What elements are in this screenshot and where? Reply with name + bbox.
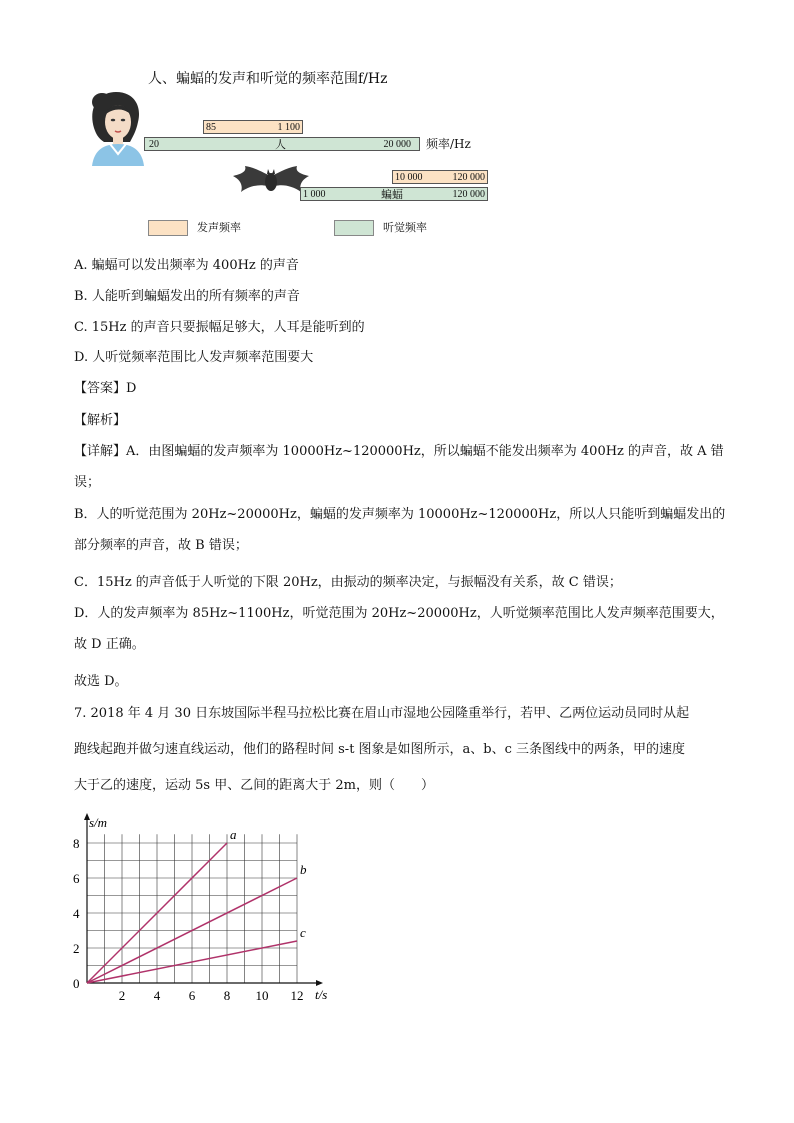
x-tick-label: 2 <box>118 988 126 1003</box>
detail-a-line-1: 【详解】A．由图蝙蝠的发声频率为 10000Hz~120000Hz，所以蝙蝠不能发出频率为 400Hz 的声音，故 A 错 <box>74 444 724 459</box>
x-axis-label: t/s <box>315 987 328 1002</box>
answer-line: 【答案】D <box>74 381 137 396</box>
woman-illustration-icon <box>88 88 144 166</box>
x-tick-label: 8 <box>223 988 231 1003</box>
y-tick-label: 4 <box>73 906 80 921</box>
human-sound-bar <box>203 120 303 134</box>
x-tick-label: 12 <box>290 988 304 1003</box>
bat-sound-low: 10 000 <box>395 172 423 183</box>
legend-sound-swatch <box>148 220 188 236</box>
detail-d-line-2: 故 D 正确。 <box>74 637 145 652</box>
human-hearing-bar <box>144 137 420 151</box>
question7-line-1: 7. 2018 年 4 月 30 日东坡国际半程马拉松比赛在眉山市湿地公园隆重举行，若甲、乙两位运动员同时从起 <box>74 706 690 721</box>
bat-illustration-icon <box>231 164 311 200</box>
detail-b-line-2: 部分频率的声音，故 B 错误； <box>74 538 248 553</box>
y-axis-label: s/m <box>89 815 108 830</box>
analysis-title: 【解析】 <box>74 413 127 428</box>
human-hearing-low: 20 <box>149 139 159 150</box>
human-hearing-high: 20 000 <box>383 139 411 150</box>
series-label-a: a <box>230 827 237 842</box>
detail-d-line-1: D．人的发声频率为 85Hz~1100Hz，听觉范围为 20Hz~20000Hz，人听觉频率范围比人发声频率范围要大， <box>74 606 724 621</box>
detail-b-line-1: B．人的听觉范围为 20Hz~20000Hz，蝙蝠的发声频率为 10000Hz~120000Hz，所以人只能听到蝙蝠发出的 <box>74 507 726 522</box>
conclusion-line: 故选 D。 <box>74 674 128 689</box>
bat-sound-high: 120 000 <box>452 172 485 183</box>
human-sound-high: 1 100 <box>277 122 300 133</box>
human-sound-low: 85 <box>206 122 216 133</box>
x-axis-arrow-icon <box>316 980 323 986</box>
option-b: B. 人能听到蝙蝠发出的所有频率的声音 <box>74 289 300 304</box>
st-chart <box>60 808 350 1008</box>
option-d: D. 人听觉频率范围比人发声频率范围要大 <box>74 350 314 365</box>
series-label-b: b <box>300 862 307 877</box>
figure-title: 人、蝙蝠的发声和听觉的频率范围f/Hz <box>148 71 388 87</box>
human-label: 人 <box>275 139 286 151</box>
question7-line-2: 跑线起跑并做匀速直线运动，他们的路程时间 s-t 图象是如图所示，a、b、c 三条图线中的两条，甲的速度 <box>74 742 686 757</box>
x-tick-label: 10 <box>255 988 269 1003</box>
bat-sound-bar <box>392 170 488 184</box>
y-tick-label: 6 <box>73 871 80 886</box>
detail-c-line-1: C．15Hz 的声音低于人听觉的下限 20Hz，由振动的频率决定，与振幅没有关系，故 C 错误； <box>74 575 622 590</box>
y-tick-label: 8 <box>73 836 80 851</box>
legend-sound-label: 发声频率 <box>197 221 241 234</box>
y-tick-label: 2 <box>73 941 80 956</box>
x-tick-label: 4 <box>153 988 161 1003</box>
option-a: A. 蝙蝠可以发出频率为 400Hz 的声音 <box>74 258 299 273</box>
bat-hearing-high: 120 000 <box>452 189 485 200</box>
bat-label: 蝙蝠 <box>381 189 403 201</box>
series-label-c: c <box>300 925 306 940</box>
bat-hearing-low: 1 000 <box>303 189 326 200</box>
option-c: C. 15Hz 的声音只要振幅足够大，人耳是能听到的 <box>74 320 365 335</box>
legend-hearing-swatch <box>334 220 374 236</box>
question7-line-3: 大于乙的速度，运动 5s 甲、乙间的距离大于 2m，则（ ） <box>74 778 434 793</box>
x-tick-label: 6 <box>188 988 196 1003</box>
bat-hearing-bar <box>300 187 488 201</box>
frequency-axis-unit: 频率/Hz <box>426 137 471 151</box>
legend-hearing-label: 听觉频率 <box>383 221 427 234</box>
origin-label: 0 <box>73 976 80 991</box>
detail-a-line-2: 误； <box>74 475 101 490</box>
